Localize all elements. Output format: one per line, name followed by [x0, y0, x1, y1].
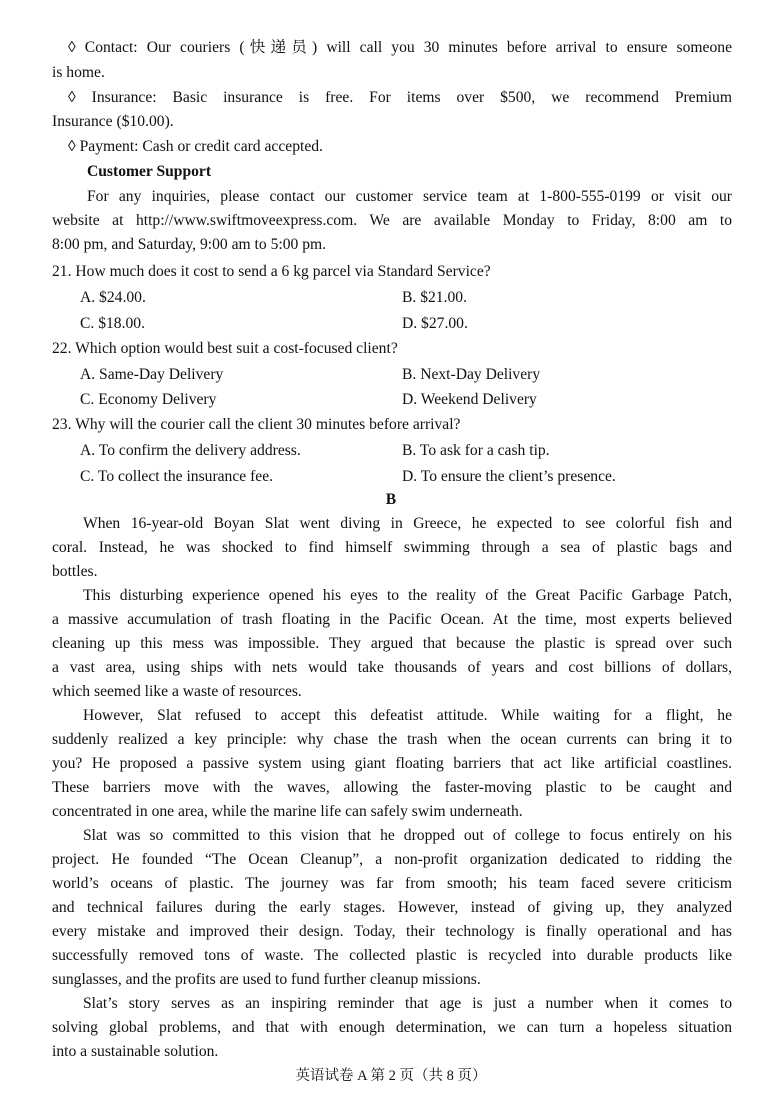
support-line-3: 8:00 pm, and Saturday, 9:00 am to 5:00 pm. [52, 236, 327, 253]
question-21-option-c: C. $18.00. [80, 315, 145, 332]
passage-line: When 16-year-old Boyan Slat went diving in Greece, he expected to see colorful fish and [83, 515, 732, 532]
question-21-option-d: D. $27.00. [402, 315, 468, 332]
support-line-2: website at http://www.swiftmoveexpress.com. We are available Monday to Friday, 8:00 am to [52, 212, 732, 229]
passage-line: This disturbing experience opened his eyes to the reality of the Great Pacific Garbage Patch, [83, 587, 732, 604]
passage-line: you? He proposed a passive system using giant floating barriers that act like artificial coastlines. [52, 755, 732, 772]
payment-line: ◊ Payment: Cash or credit card accepted. [68, 138, 323, 155]
passage-line: sunglasses, and the profits are used to fund further cleanup missions. [52, 971, 481, 988]
question-23-option-c: C. To collect the insurance fee. [80, 468, 274, 485]
support-line-1: For any inquiries, please contact our customer service team at 1-800-555-0199 or visit our [87, 188, 732, 205]
passage-line: a massive accumulation of trash floating in the Pacific Ocean. At the time, most experts believed [52, 611, 732, 628]
passage-line: coral. Instead, he was shocked to find himself swimming through a sea of plastic bags and [52, 539, 732, 556]
question-23-option-a: A. To confirm the delivery address. [80, 442, 301, 459]
passage-line: every mistake and improved their design. Today, their technology is finally operational and has [52, 923, 732, 940]
question-21-option-b: B. $21.00. [402, 289, 467, 306]
question-22-stem: 22. Which option would best suit a cost-focused client? [52, 340, 398, 357]
page-footer: 英语试卷 A 第 2 页（共 8 页） [295, 1068, 487, 1084]
passage-b-heading: B [385, 491, 397, 508]
passage-line: suddenly realized a key principle: why chase the trash when the ocean currents can bring it to [52, 731, 732, 748]
contact-line-2: is home. [52, 64, 105, 81]
passage-line: a vast area, using ships with nets would take thousands of years and cost billions of dollars, [52, 659, 732, 676]
question-23-stem: 23. Why will the courier call the client 30 minutes before arrival? [52, 416, 461, 433]
support-heading: Customer Support [87, 163, 212, 180]
question-22-option-d: D. Weekend Delivery [402, 391, 537, 408]
passage-line: which seemed like a waste of resources. [52, 683, 302, 700]
passage-line: However, Slat refused to accept this defeatist attitude. While waiting for a flight, he [83, 707, 732, 724]
passage-line: Slat was so committed to this vision that he dropped out of college to focus entirely on his [83, 827, 732, 844]
question-22-option-a: A. Same-Day Delivery [80, 366, 224, 383]
passage-line: bottles. [52, 563, 98, 580]
passage-line: world’s oceans of plastic. The journey was far from smooth; his team faced severe criticism [52, 875, 732, 892]
question-21-option-a: A. $24.00. [80, 289, 146, 306]
passage-line: into a sustainable solution. [52, 1043, 219, 1060]
passage-line: These barriers move with the waves, allowing the faster-moving plastic to be caught and [52, 779, 732, 796]
question-23-option-b: B. To ask for a cash tip. [402, 442, 550, 459]
question-23-option-d: D. To ensure the client’s presence. [402, 468, 616, 485]
question-21-stem: 21. How much does it cost to send a 6 kg parcel via Standard Service? [52, 263, 491, 280]
question-22-option-b: B. Next-Day Delivery [402, 366, 541, 383]
passage-line: and technical failures during the early stages. However, instead of giving up, they analyzed [52, 899, 732, 916]
contact-line-1: ◊ Contact: Our couriers (快递员) will call you 30 minutes before arrival to ensure someone [68, 39, 732, 56]
passage-line: cleaning up this mess was impossible. They argued that because the plastic is spread over such [52, 635, 732, 652]
passage-line: concentrated in one area, while the marine life can safely swim underneath. [52, 803, 523, 820]
question-22-option-c: C. Economy Delivery [80, 391, 217, 408]
passage-line: project. He founded “The Ocean Cleanup”, a non-profit organization dedicated to ridding the [52, 851, 732, 868]
insurance-line-1: ◊ Insurance: Basic insurance is free. For items over $500, we recommend Premium [68, 89, 732, 106]
passage-line: solving global problems, and that with enough determination, we can turn a hopeless situation [52, 1019, 732, 1036]
passage-line: Slat’s story serves as an inspiring reminder that age is just a number when it comes to [83, 995, 732, 1012]
passage-line: successfully removed tons of waste. The collected plastic is recycled into durable products like [52, 947, 732, 964]
insurance-line-2: Insurance ($10.00). [52, 113, 174, 130]
